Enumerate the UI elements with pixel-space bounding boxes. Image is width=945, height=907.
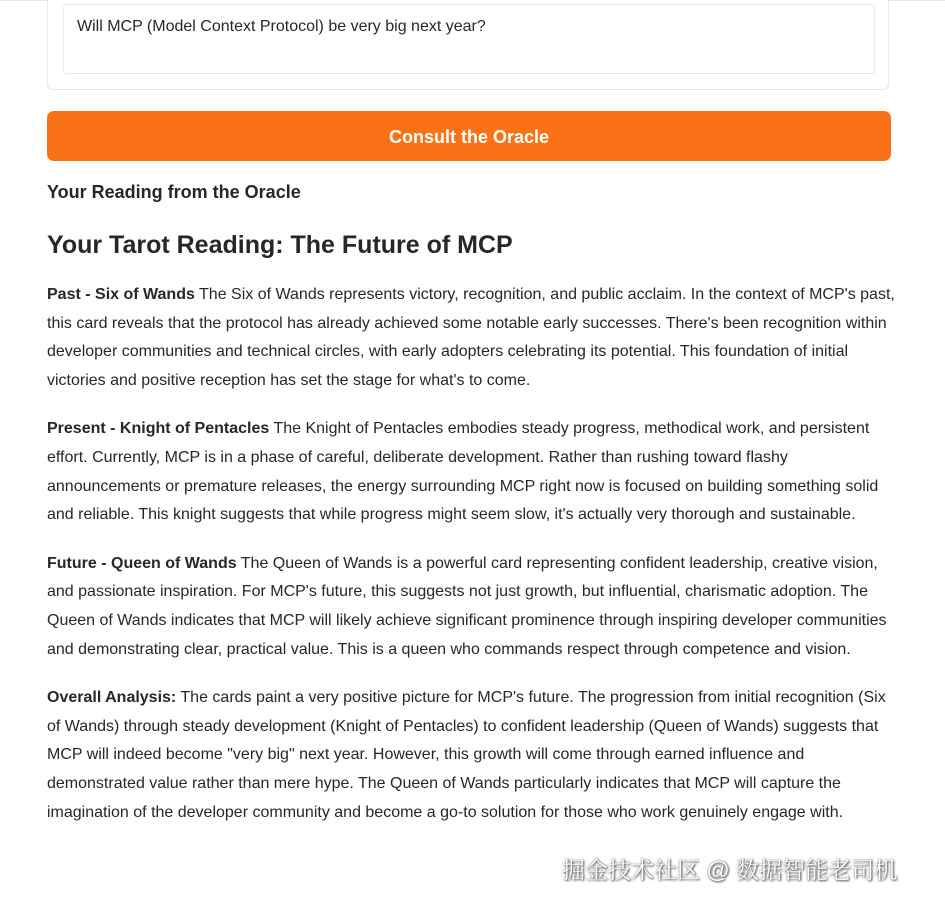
section-text: The Knight of Pentacles embodies steady progress, methodical work, and persistent effort. Currently, MCP is in a phase of careful, deliberate development. Rather than rushing toward flashy announcements or premature releases, the energy surrounding MCP right now is focused on building something solid and reliable. This knight suggests that while progress might seem slow, it's actually very thorough and sustainable. [47,420,879,524]
section-heading: Past - Six of Wands [47,286,195,303]
output-label: Your Reading from the Oracle [47,182,301,202]
reading-section-present [47,415,897,529]
question-input[interactable]: Will MCP (Model Context Protocol) be very big next year? [63,4,875,74]
reading-output [47,228,897,847]
section-text: The Six of Wands represents victory, recognition, and public acclaim. In the context of MCP's past, this card reveals that the protocol has already achieved some notable early successes. There's been recognition within developer communities and technical circles, with early adopters celebrating its potential. This foundation of initial victories and positive reception has set the stage for what's to come. [47,286,895,389]
section-text: The cards paint a very positive picture for MCP's future. The progression from initial recognition (Six of Wands) through steady development (Knight of Pentacles) to confident leadership (Queen of Wands) suggests that MCP will indeed become "very big" next year. However, this growth will come through earned influence and demonstrated value rather than mere hype. The Queen of Wands particularly indicates that MCP will capture the imagination of the developer community and become a go-to solution for those who work genuinely engage with. [47,689,886,821]
reading-title: Your Tarot Reading: The Future of MCP [47,231,513,259]
watermark: 掘金技术社区 @ 数据智能老司机 [562,857,898,883]
section-text: The Queen of Wands is a powerful card representing confident leadership, creative vision, and passionate inspiration. For MCP's future, this suggests not just growth, but influential, charismatic adoption. The Queen of Wands indicates that MCP will likely achieve significant prominence through inspiring developer communities and demonstrating clear, practical value. This is a queen who commands respect through competence and vision. [47,554,887,658]
question-panel [47,0,889,90]
reading-section-overall [47,684,897,827]
section-heading: Overall Analysis: [47,689,177,707]
consult-oracle-button[interactable]: Consult the Oracle [47,111,891,161]
section-heading: Future - Queen of Wands [47,554,237,572]
reading-section-future [47,550,897,664]
reading-section-past [47,281,897,395]
section-heading: Present - Knight of Pentacles [47,420,270,438]
